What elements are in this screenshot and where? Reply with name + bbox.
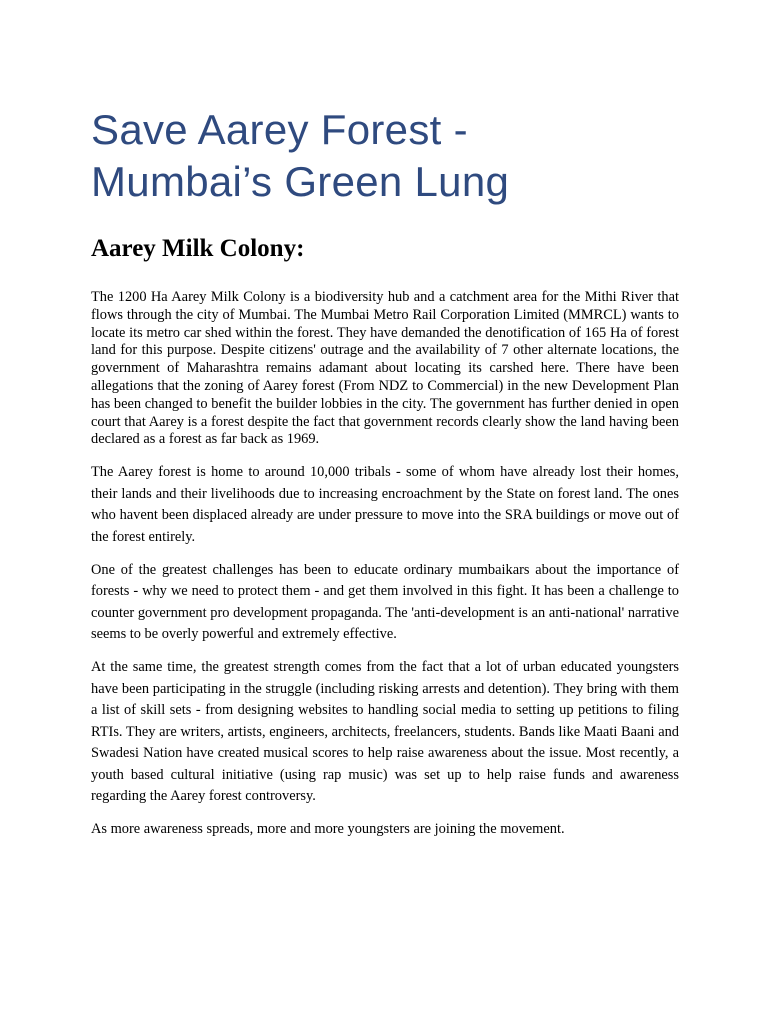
section-heading: Aarey Milk Colony: xyxy=(91,235,305,262)
document-title xyxy=(91,104,679,208)
title-line-1: Save Aarey Forest - xyxy=(91,106,468,153)
paragraph-3: One of the greatest challenges has been to educate ordinary mumbaikars about the importance of forests - why we need to protect them - and get them involved in this fight. It has been a challenge to counter government pro development propaganda. The 'anti-development is an anti-national' narrative seems to be overly powerful and extremely effective. xyxy=(91,561,679,643)
title-line-2: Mumbai’s Green Lung xyxy=(91,158,510,205)
paragraph-5: As more awareness spreads, more and more youngsters are joining the movement. xyxy=(91,821,565,838)
paragraph-2: The Aarey forest is home to around 10,000 tribals - some of whom have already lost their homes, their lands and their livelihoods due to increasing encroachment by the State on forest land. The ones who havent been displaced already are under pressure to move into the SRA buildings or move out of the forest entirely. xyxy=(91,464,679,545)
document-content xyxy=(91,104,679,841)
paragraph-1: The 1200 Ha Aarey Milk Colony is a biodiversity hub and a catchment area for the Mithi River that flows through the city of Mumbai. The Mumbai Metro Rail Corporation Limited (MMRCL) wants to locate its metro car shed within the forest. They have demanded the denotification of 165 Ha of forest land for this purpose. Despite citizens' outrage and the availability of 7 other alternate locations, the government of Maharashtra remains adamant about locating its carshed here. There have been allegations that the zoning of Aarey forest (From NDZ to Commercial) in the new Development Plan has been changed to benefit the builder lobbies in the city. The government has further denied in open court that Aarey is a forest despite the fact that government records clearly show the land having been declared as a forest as far back as 1969. xyxy=(91,289,679,448)
paragraph-4: At the same time, the greatest strength comes from the fact that a lot of urban educated youngsters have been participating in the struggle (including risking arrests and detention). They bring with them a list of skill sets - from designing websites to handling social media to setting up petitions to filing RTIs. They are writers, artists, engineers, architects, freelancers, students. Bands like Maati Baani and Swadesi Nation have created musical scores to help raise awareness about the issue. Most recently, a youth based cultural initiative (using rap music) was set up to help raise funds and awareness regarding the Aarey forest controversy. xyxy=(91,658,679,805)
